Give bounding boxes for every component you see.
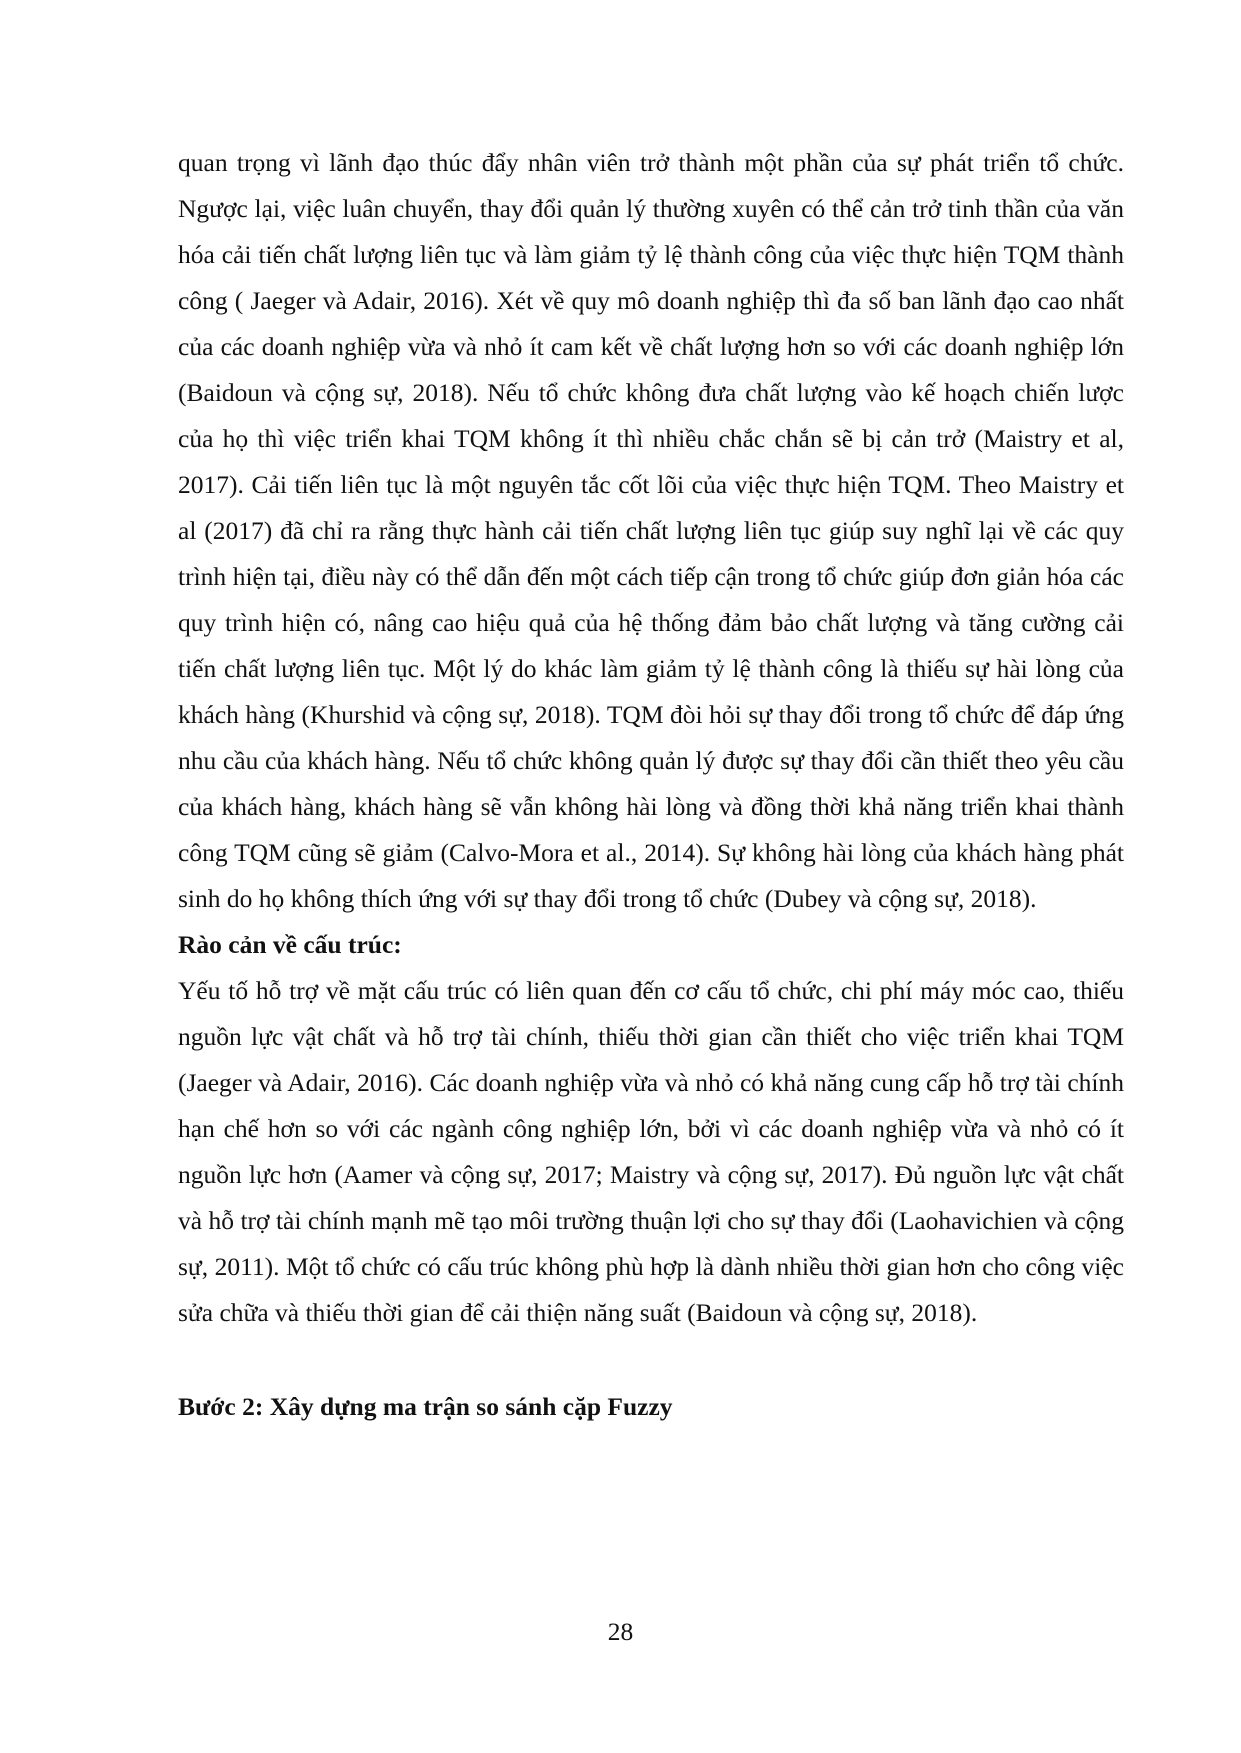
- section-heading-step-2: Bước 2: Xây dựng ma trận so sánh cặp Fuzzy: [178, 1392, 673, 1421]
- page-content: [178, 140, 1124, 1430]
- body-paragraph-1: quan trọng vì lãnh đạo thúc đẩy nhân viên trở thành một phần của sự phát triển tổ chức. Ngược lại, việc luân chuyển, thay đổi quản lý thường xuyên có thể cản trở tinh thần của văn hóa cải tiến chất lượng liên tục và làm giảm tỷ lệ thành công của việc thực hiện TQM thành công ( Jaeger và Adair, 2016). Xét về quy mô doanh nghiệp thì đa số ban lãnh đạo cao nhất của các doanh nghiệp vừa và nhỏ ít cam kết về chất lượng hơn so với các doanh nghiệp lớn (Baidoun và cộng sự, 2018). Nếu tổ chức không đưa chất lượng vào kế hoạch chiến lược của họ thì việc triển khai TQM không ít thì nhiều chắc chắn sẽ bị cản trở (Maistry et al, 2017). Cải tiến liên tục là một nguyên tắc cốt lõi của việc thực hiện TQM. Theo Maistry et al (2017) đã chỉ ra rằng thực hành cải tiến chất lượng liên tục giúp suy nghĩ lại về các quy trình hiện tại, điều này có thể dẫn đến một cách tiếp cận trong tổ chức giúp đơn giản hóa các quy trình hiện có, nâng cao hiệu quả của hệ thống đảm bảo chất lượng và tăng cường cải tiến chất lượng liên tục. Một lý do khác làm giảm tỷ lệ thành công là thiếu sự hài lòng của khách hàng (Khurshid và cộng sự, 2018). TQM đòi hỏi sự thay đổi trong tổ chức để đáp ứng nhu cầu của khách hàng. Nếu tổ chức không quản lý được sự thay đổi cần thiết theo yêu cầu của khách hàng, khách hàng sẽ vẫn không hài lòng và đồng thời khả năng triển khai thành công TQM cũng sẽ giảm (Calvo-Mora et al., 2014). Sự không hài lòng của khách hàng phát sinh do họ không thích ứng với sự thay đổi trong tổ chức (Dubey và cộng sự, 2018).: [178, 148, 1124, 913]
- body-paragraph-2: Yếu tố hỗ trợ về mặt cấu trúc có liên quan đến cơ cấu tổ chức, chi phí máy móc cao, thiếu nguồn lực vật chất và hỗ trợ tài chính, thiếu thời gian cần thiết cho việc triển khai TQM (Jaeger và Adair, 2016). Các doanh nghiệp vừa và nhỏ có khả năng cung cấp hỗ trợ tài chính hạn chế hơn so với các ngành công nghiệp lớn, bởi vì các doanh nghiệp vừa và nhỏ có ít nguồn lực hơn (Aamer và cộng sự, 2017; Maistry và cộng sự, 2017). Đủ nguồn lực vật chất và hỗ trợ tài chính mạnh mẽ tạo môi trường thuận lợi cho sự thay đổi (Laohavichien và cộng sự, 2011). Một tổ chức có cấu trúc không phù hợp là dành nhiều thời gian hơn cho công việc sửa chữa và thiếu thời gian để cải thiện năng suất (Baidoun và cộng sự, 2018).: [178, 976, 1124, 1327]
- section-heading-structural-barriers: Rào cản về cấu trúc:: [178, 930, 402, 959]
- page-number: 28: [607, 1617, 634, 1646]
